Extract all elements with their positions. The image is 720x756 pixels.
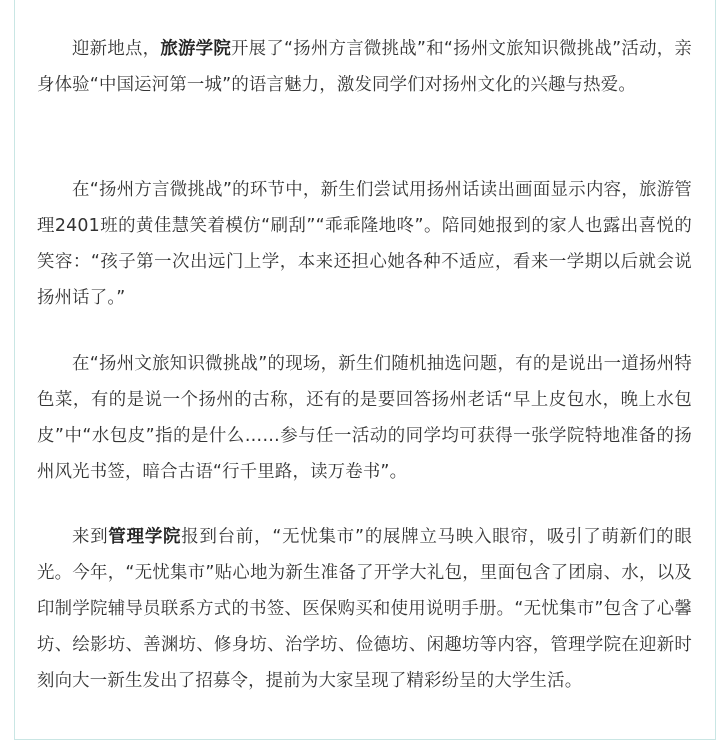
paragraph-dialect-challenge: 在“扬州方言微挑战”的环节中，新生们尝试用扬州话读出画面显示内容，旅游管理2401班的黄佳慧笑着模仿“刷刮”“乖乖隆地咚”。陪同她报到的家人也露出喜悦的笑容：“孩子第一次出远门上学，本来还担心她各种不适应，看来一学期以后就会说扬州话了。”: [37, 180, 692, 308]
school-name-management: 管理学院: [108, 527, 182, 547]
paragraph-1-body: 开展了“扬州方言微挑战”和“扬州文旅知识微挑战”活动，亲身体验“中国运河第一城”的语言魅力，激发同学们对扬州文化的兴趣与热爱。: [37, 39, 692, 95]
paragraph-4-lead: 来到: [72, 527, 109, 547]
paragraph-culture-quiz: 在“扬州文旅知识微挑战”的现场，新生们随机抽选问题，有的是说出一道扬州特色菜，有的是说一个扬州的古称，还有的是要回答扬州老话“早上皮包水，晚上水包皮”中“水包皮”指的是什么……参与任一活动的同学均可获得一张学院特地准备的扬州风光书签，暗合古语“行千里路，读万卷书”。: [37, 354, 692, 482]
paragraph-4-body: 报到台前，“无忧集市”的展牌立马映入眼帘，吸引了萌新们的眼光。今年，“无忧集市”贴心地为新生准备了开学大礼包，里面包含了团扇、水，以及印制学院辅导员联系方式的书签、医保购买和使用说明手册。“无忧集市”包含了心馨坊、绘影坊、善渊坊、修身坊、治学坊、俭德坊、闲趣坊等内容，管理学院在迎新时刻向大一新生发出了招募令，提前为大家呈现了精彩纷呈的大学生活。: [37, 527, 692, 691]
paragraph-welcome-site: [37, 31, 692, 103]
paragraph-management-school: [37, 519, 692, 699]
school-name-tourism: 旅游学院: [160, 39, 231, 59]
paragraph-1-lead: 迎新地点，: [72, 39, 161, 59]
